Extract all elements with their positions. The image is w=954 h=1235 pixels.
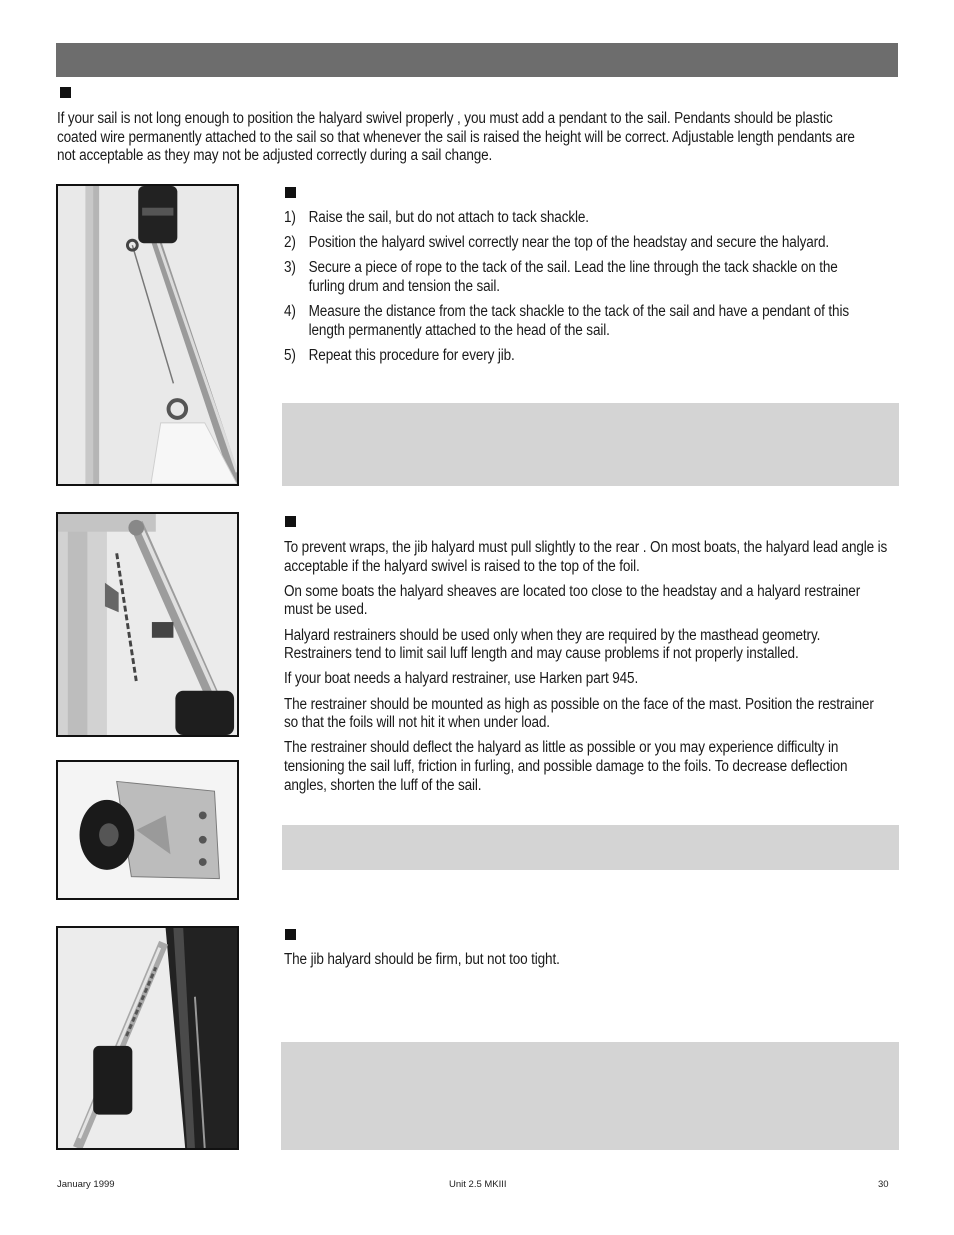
photo-jib-halyard-tension (56, 926, 239, 1150)
list-item: 1) Raise the sail, but do not attach to tack shackle. (284, 209, 589, 226)
footer-date: January 1999 (57, 1179, 115, 1190)
note-box (281, 1042, 899, 1150)
list-item: 4) Measure the distance from the tack shackle to the tack of the sail and have a pendant of this length permanently attached to the head of the sail. (284, 303, 849, 339)
list-item: 2) Position the halyard swivel correctly near the top of the headstay and secure the halyard. (284, 234, 830, 252)
section-header-bar (56, 43, 898, 77)
bullet-square (285, 187, 296, 198)
bullet-square (285, 929, 296, 940)
footer-page-number: 30 (878, 1179, 889, 1190)
photo-halyard-restrainer-mast (56, 512, 239, 737)
intro-paragraph: If your sail is not long enough to position the halyard swivel properly , you must add a pendant to the sail. Pendants should be plastic coated wire permanently attached to the sail so that whenever the sail is raised the height will be correct. Adjustable length pendants are not acceptable as they may not be adjusted correctly during a sail change. (57, 110, 855, 165)
bullet-square (285, 516, 296, 527)
list-item: 3) Secure a piece of rope to the tack of the sail. Lead the line through the tack shackle on the furling drum and tension the sail. (284, 259, 838, 295)
footer-unit: Unit 2.5 MKIII (449, 1179, 507, 1190)
note-box (282, 403, 899, 486)
list-item: 5) Repeat this procedure for every jib. (284, 346, 515, 364)
section1-steps (284, 209, 852, 372)
note-box (282, 825, 899, 870)
photo-halyard-swivel-pendant (56, 184, 239, 486)
photo-halyard-restrainer-part (56, 760, 239, 900)
bullet-square (60, 87, 71, 98)
section2-body: To prevent wraps, the jib halyard must pull slightly to the rear . On most boats, the halyard lead angle is acceptable if the halyard swivel is raised to the top of the foil. On some boats the halyard sheaves are located too close to the headstay and a halyard restrainer must be used. Halyard restrainers should be used only when they are required by the masthead geometry. Restrainers tend to limit sail luff length and may cause problems if not properly installed. If your boat needs a halyard restrainer, use Harken part 945. The restrainer should be mounted as high as possible on the face of the mast. Position the restrainer so that the foils will not hit it when under load. The restrainer should deflect the halyard as little as possible or you may experience difficulty in tensioning the sail luff, friction in furling, and possible damage to the foils. To decrease deflection angles, shorten the luff of the sail. (284, 539, 888, 794)
section3-body: The jib halyard should be firm, but not too tight. (284, 951, 560, 968)
